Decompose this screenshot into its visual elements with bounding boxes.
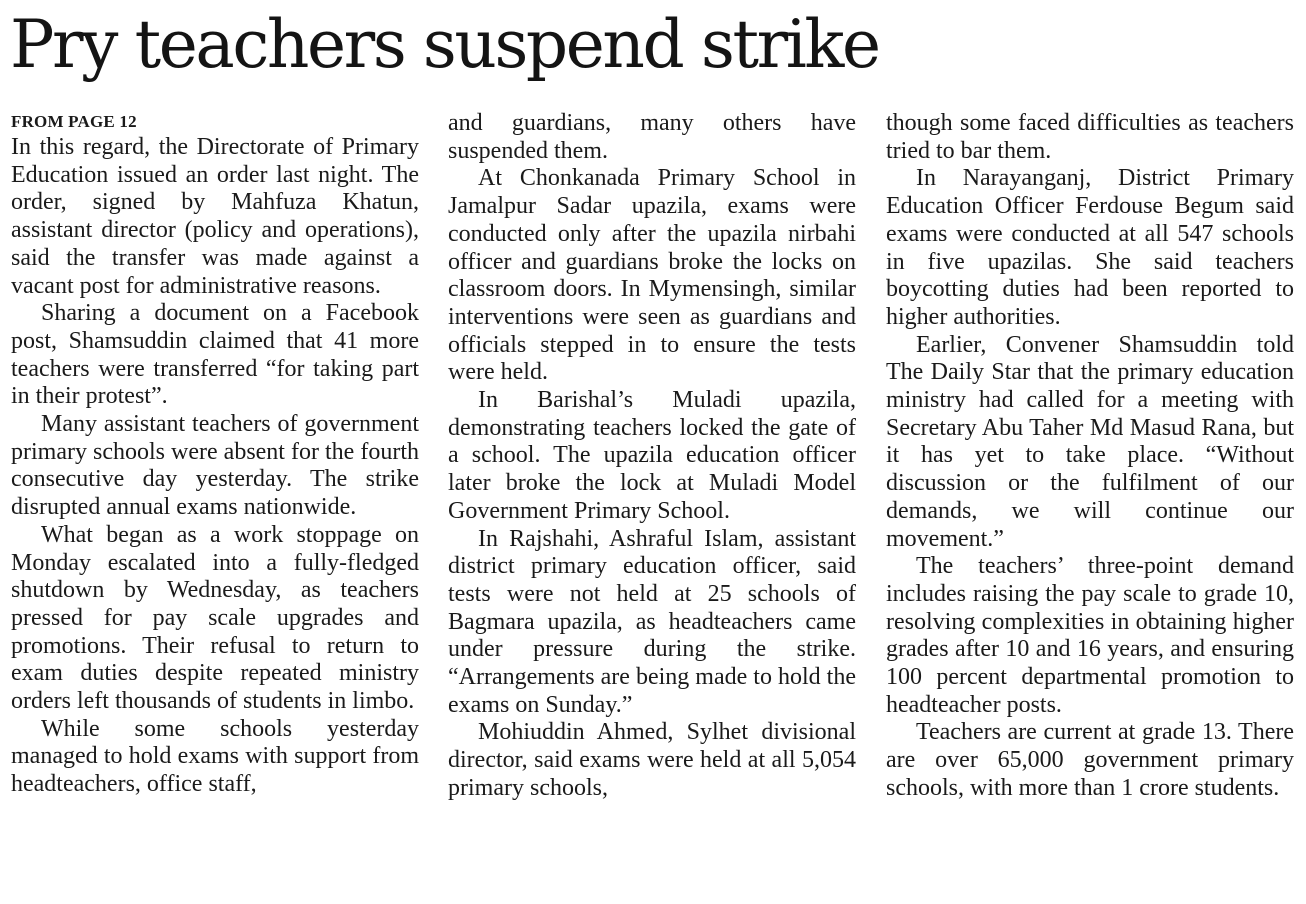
paragraph: While some schools yesterday managed to hold exams with support from headteachers, office staff, [11,715,419,798]
headline: Pry teachers suspend strike [10,6,879,83]
paragraph-continuation: and guardians, many others have suspended them. [448,110,856,164]
dateline: FROM PAGE 12 [11,112,137,131]
paragraph: Earlier, Convener Shamsuddin told The Daily Star that the primary education ministry had called for a meeting with Secretary Abu Taher Md Masud Rana, but it has yet to take place. “Without discussion or the fulfilment of our demands, we will continue our movement.” [886,331,1294,552]
paragraph-continuation: though some faced difficulties as teachers tried to bar them. [886,110,1294,164]
article-column-1 [11,110,419,799]
paragraph: Sharing a document on a Facebook post, Shamsuddin claimed that 41 more teachers were transferred “for taking part in their protest”. [11,300,419,410]
paragraph: In this regard, the Directorate of Primary Education issued an order last night. The order, signed by Mahfuza Khatun, assistant director (policy and operations), said the transfer was made against a vacant post for administrative reasons. [11,134,419,299]
paragraph: Mohiuddin Ahmed, Sylhet divisional director, said exams were held at all 5,054 primary schools, [448,719,856,801]
paragraph: The teachers’ three-point demand includes raising the pay scale to grade 10, resolving complexities in obtaining higher grades after 10 and 16 years, and ensuring 100 percent departmental promotion to headteacher posts. [886,553,1294,718]
article-column-3 [886,110,1294,803]
article-column-2 [448,110,856,803]
paragraph: In Narayanganj, District Primary Education Officer Ferdouse Begum said exams were conducted at all 547 schools in five upazilas. She said teachers boycotting duties had been reported to higher authorities. [886,165,1294,330]
paragraph: In Rajshahi, Ashraful Islam, assistant district primary education officer, said tests were not held at 25 schools of Bagmara upazila, as headteachers came under pressure during the strike. “Arrangements are being made to hold the exams on Sunday.” [448,525,856,718]
paragraph: What began as a work stoppage on Monday escalated into a fully-fledged shutdown by Wednesday, as teachers pressed for pay scale upgrades and promotions. Their refusal to return to exam duties despite repeated ministry orders left thousands of students in limbo. [11,521,419,715]
paragraph: Teachers are current at grade 13. There are over 65,000 government primary schools, with more than 1 crore students. [886,719,1294,801]
paragraph: In Barishal’s Muladi upazila, demonstrating teachers locked the gate of a school. The upazila education officer later broke the lock at Muladi Model Government Primary School. [448,387,856,524]
paragraph: Many assistant teachers of government primary schools were absent for the fourth consecutive day yesterday. The strike disrupted annual exams nationwide. [11,411,419,521]
paragraph: At Chonkanada Primary School in Jamalpur Sadar upazila, exams were conducted only after the upazila nirbahi officer and guardians broke the locks on classroom doors. In Mymensingh, similar interventions were seen as guardians and officials stepped in to ensure the tests were held. [448,165,856,386]
